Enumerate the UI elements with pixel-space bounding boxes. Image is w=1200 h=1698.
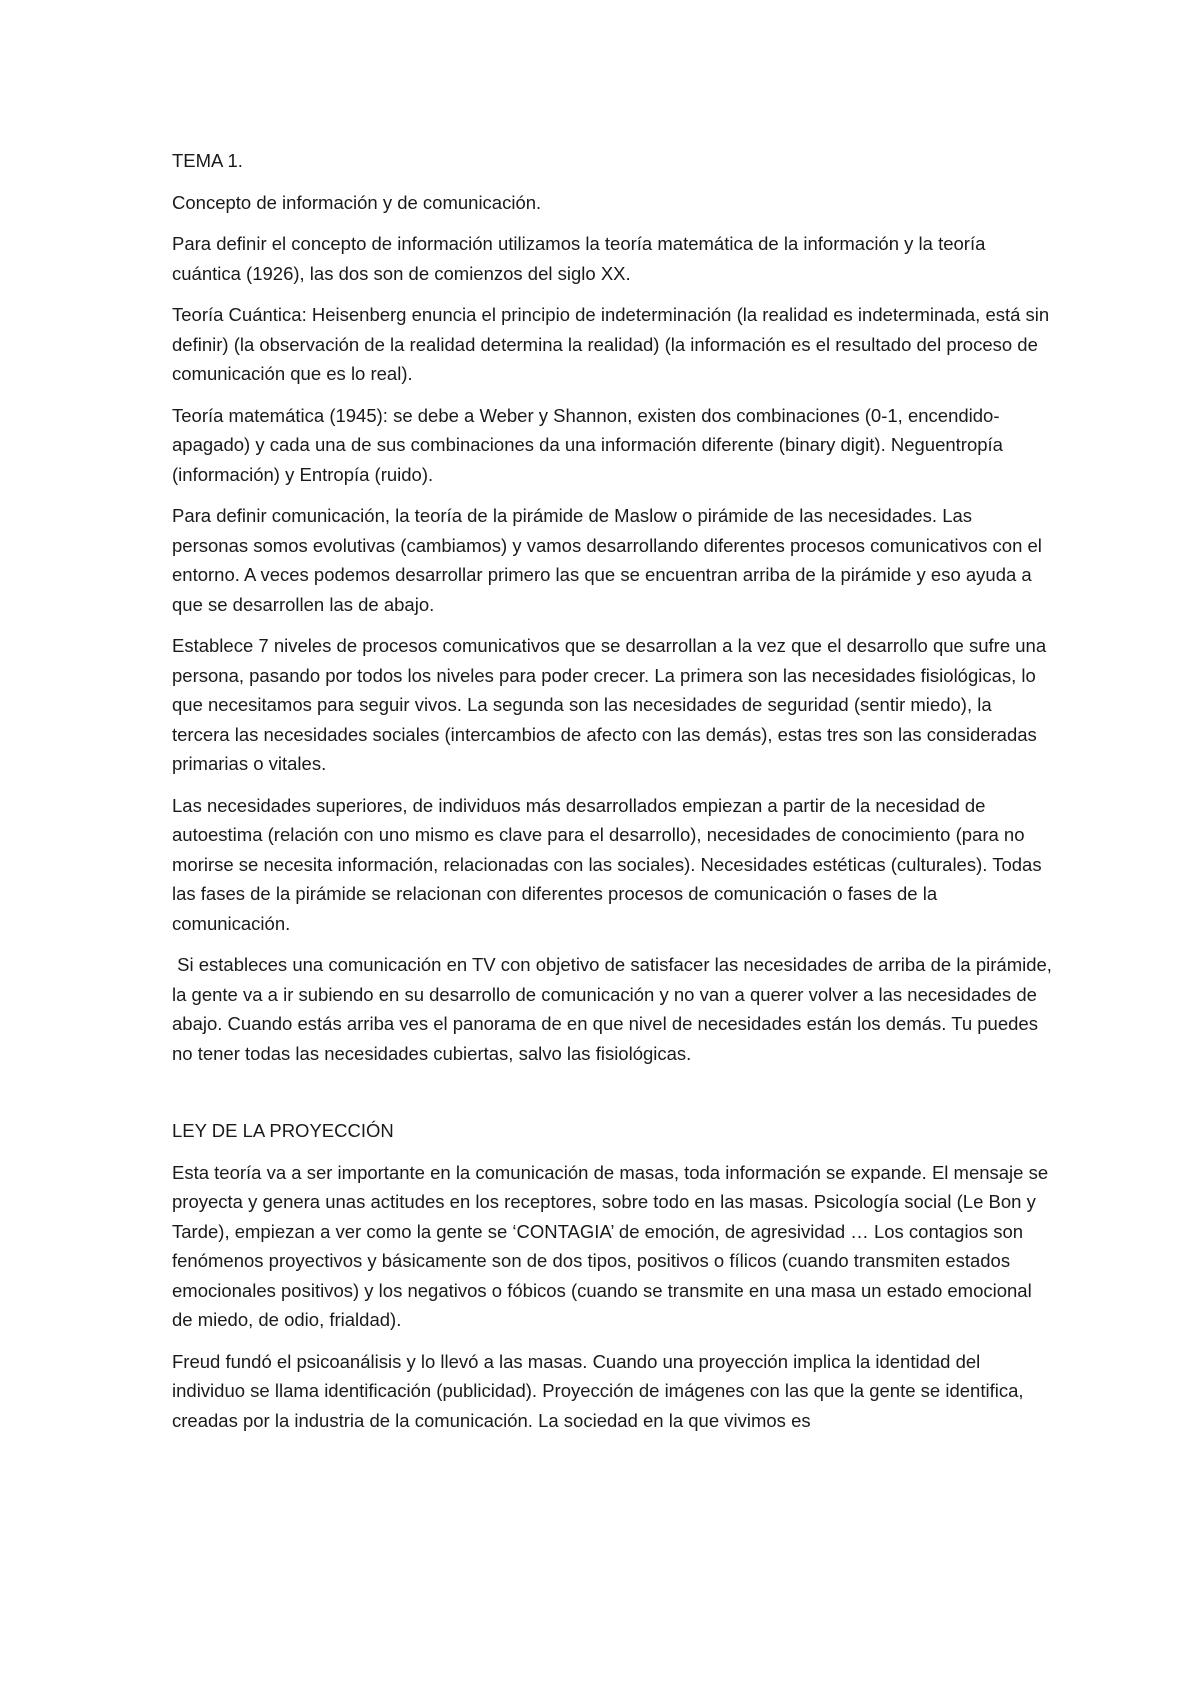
paragraph: Teoría matemática (1945): se debe a Weber y Shannon, existen dos combinaciones (0-1, encendido-apagado) y cada una de sus combinaciones da una información diferente (binary digit). Neguentropía (información) y Entropía (ruido). [172,404,1003,485]
paragraph: Las necesidades superiores, de individuos más desarrollados empiezan a partir de la necesidad de autoestima (relación con uno mismo es clave para el desarrollo), necesidades de conocimiento (para no morirse se necesita información, relacionadas con las sociales). Necesidades estéticas (culturales). Todas las fases de la pirámide se relacionan con diferentes procesos de comunicación o fases de la comunicación. [172,794,1042,934]
paragraph: Para definir el concepto de información utilizamos la teoría matemática de la información y la teoría cuántica (1926), las dos son de comienzos del siglo XX. [172,233,986,284]
document-title: TEMA 1. [172,150,243,171]
section-heading: LEY DE LA PROYECCIÓN [172,1120,394,1141]
paragraph: Esta teoría va a ser importante en la comunicación de masas, toda información se expande. El mensaje se proyecta y genera unas actitudes en los receptores, sobre todo en las masas. Psicología social (Le Bon y Tarde), empiezan a ver como la gente se ‘CONTAGIA’ de emoción, de agresividad … Los contagios son fenómenos proyectivos y básicamente son de dos tipos, positivos o fílicos (cuando transmiten estados emocionales positivos) y los negativos o fóbicos (cuando se transmite en una masa un estado emocional de miedo, de odio, frialdad). [172,1161,1049,1330]
paragraph: Teoría Cuántica: Heisenberg enuncia el principio de indeterminación (la realidad es indeterminada, está sin definir) (la observación de la realidad determina la realidad) (la información es el resultado del proceso de comunicación que es lo real). [172,304,1050,384]
paragraph: Establece 7 niveles de procesos comunicativos que se desarrollan a la vez que el desarrollo que sufre una persona, pasando por todos los niveles para poder crecer. La primera son las necesidades fisiológicas, lo que necesitamos para seguir vivos. La segunda son las necesidades de seguridad (sentir miedo), la tercera las necesidades sociales (intercambios de afecto con las demás), estas tres son las consideradas primarias o vitales. [172,635,1047,774]
paragraph: Si estableces una comunicación en TV con objetivo de satisfacer las necesidades de arriba de la pirámide, la gente va a ir subiendo en su desarrollo de comunicación y no van a querer volver a las necesidades de abajo. Cuando estás arriba ves el panorama de en que nivel de necesidades están los demás. Tu puedes no tener todas las necesidades cubiertas, salvo las fisiológicas. [172,954,1058,1064]
document-subtitle: Concepto de información y de comunicación. [172,191,542,213]
document-page [172,146,1058,1447]
paragraph: Freud fundó el psicoanálisis y lo llevó a las masas. Cuando una proyección implica la identidad del individuo se llama identificación (publicidad). Proyección de imágenes con las que la gente se identifica, creadas por la industria de la comunicación. La sociedad en la que vivimos es [172,1350,1024,1431]
paragraph: Para definir comunicación, la teoría de la pirámide de Maslow o pirámide de las necesidades. Las personas somos evolutivas (cambiamos) y vamos desarrollando diferentes procesos comunicativos con el entorno. A veces podemos desarrollar primero las que se encuentran arriba de la pirámide y eso ayuda a que se desarrollen las de abajo. [172,505,1042,615]
